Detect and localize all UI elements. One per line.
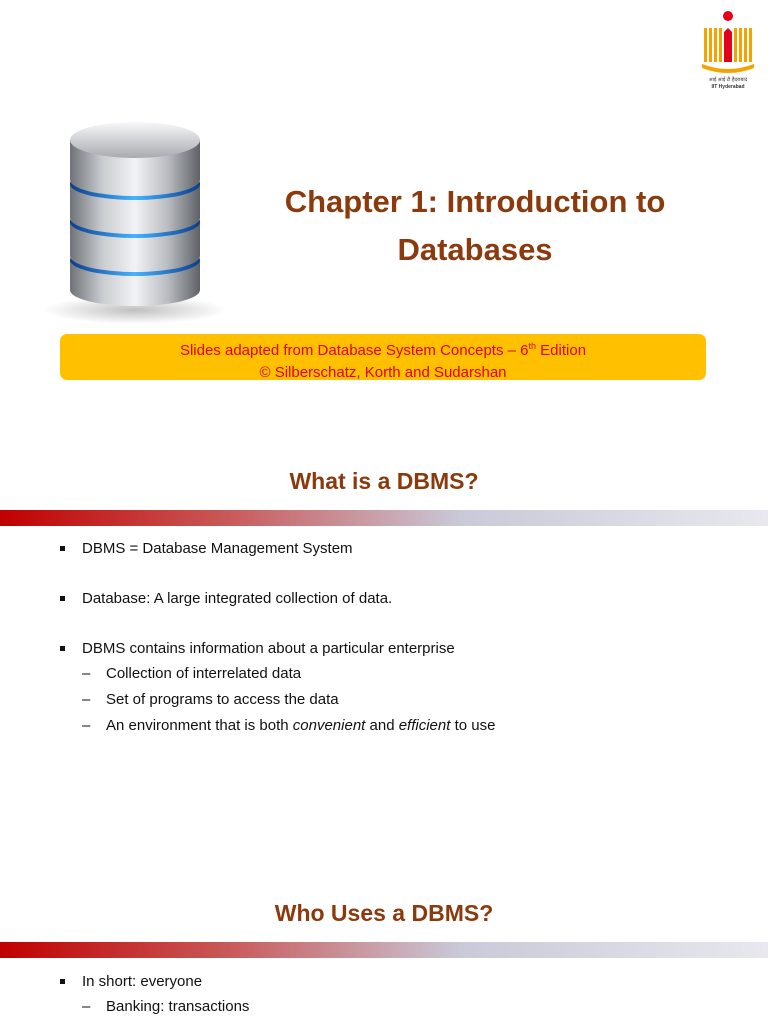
what-is-dbms-slide <box>0 430 768 860</box>
slide-title: What is a DBMS? <box>289 468 479 494</box>
sub-list-item <box>58 713 738 739</box>
bullet-square-icon <box>60 646 65 651</box>
bullet-list <box>58 972 738 1020</box>
title-gradient-bar <box>0 942 768 958</box>
bullet-square-icon <box>60 596 65 601</box>
emphasis-convenient: convenient <box>292 717 366 734</box>
list-item <box>58 972 738 992</box>
bullet-text: Database: A large integrated collection of data. <box>82 590 393 607</box>
emphasis-efficient: efficient <box>398 717 451 734</box>
sub-item-text: and <box>365 717 399 734</box>
sub-list-item <box>58 661 738 687</box>
list-item <box>58 639 738 659</box>
bullet-text: DBMS = Database Management System <box>82 540 353 557</box>
chapter-title-line1: Chapter 1: Introduction to <box>284 184 666 219</box>
chapter-title-line2: Databases <box>397 232 553 267</box>
database-icon <box>40 110 230 325</box>
chapter-title <box>240 178 710 274</box>
credits-banner <box>60 334 706 380</box>
sub-item-text: Set of programs to access the data <box>106 691 339 708</box>
bullet-list <box>58 539 738 739</box>
who-uses-dbms-slide <box>0 860 768 1024</box>
dash-icon: – <box>82 998 91 1015</box>
slide-title: Who Uses a DBMS? <box>274 900 494 926</box>
title-gradient-bar <box>0 510 768 526</box>
logo-emblem-icon <box>698 8 758 76</box>
sub-list-item <box>58 687 738 713</box>
dash-icon: – <box>82 717 91 734</box>
banner-line1 <box>60 335 706 362</box>
bullet-square-icon <box>60 979 65 984</box>
bullet-square-icon <box>60 546 65 551</box>
sub-list-item <box>58 994 738 1020</box>
banner-line1-suffix: Edition <box>536 342 587 359</box>
title-slide <box>0 0 768 430</box>
sub-item-text: Banking: transactions <box>106 998 250 1015</box>
bullet-text: In short: everyone <box>82 973 203 990</box>
list-item <box>58 589 738 609</box>
bullet-text: DBMS contains information about a particular enterprise <box>82 640 455 657</box>
dash-icon: – <box>82 665 91 682</box>
banner-line1-sup: th <box>528 341 536 351</box>
list-item <box>58 539 738 559</box>
logo-english-text: IIT Hyderabad <box>711 84 745 90</box>
sub-item-text: An environment that is both <box>106 717 293 734</box>
sub-item-text: Collection of interrelated data <box>106 665 302 682</box>
banner-line1-prefix: Slides adapted from Database System Concepts – 6 <box>179 342 529 359</box>
iit-hyderabad-logo <box>698 8 758 92</box>
dash-icon: – <box>82 691 91 708</box>
logo-hindi-text: आई आई टी हैदराबाद <box>708 77 748 83</box>
banner-line2: © Silberschatz, Korth and Sudarshan <box>259 364 507 381</box>
sub-item-text: to use <box>450 717 496 734</box>
